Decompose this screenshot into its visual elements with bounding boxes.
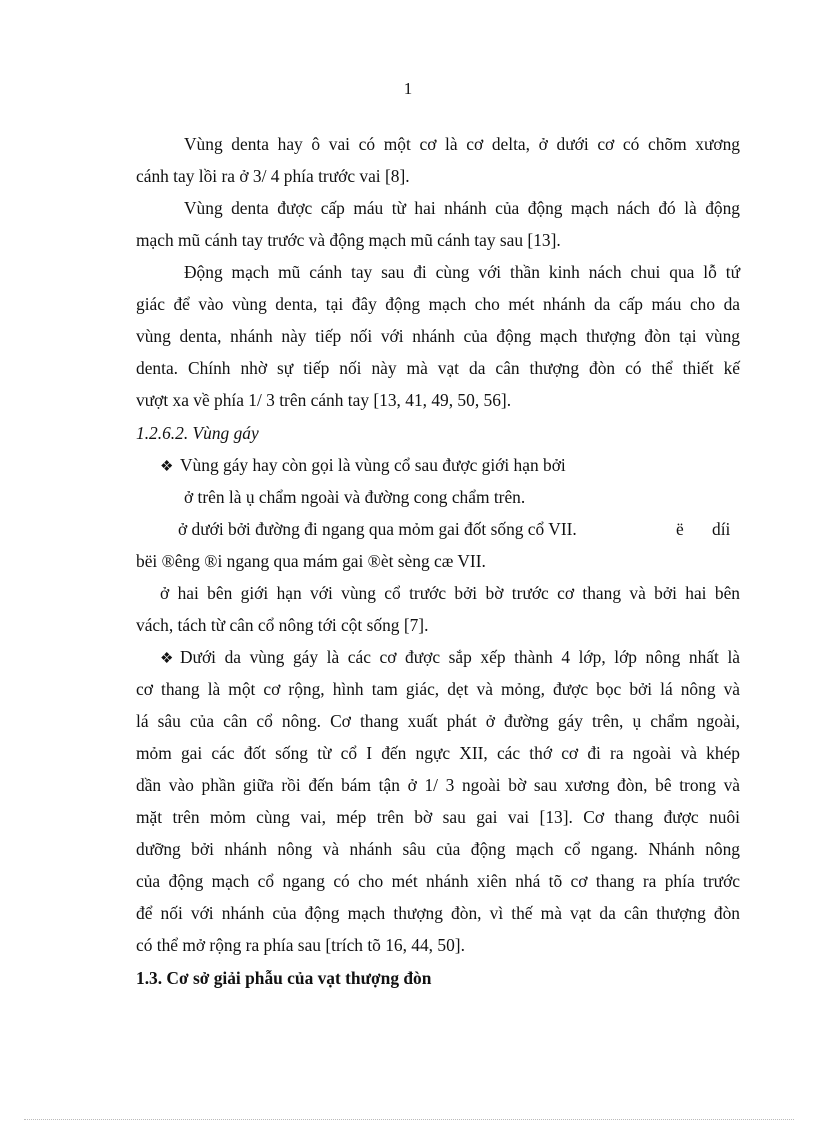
bullet-text: Vùng gáy hay còn gọi là vùng cổ sau được giới hạn bởi [180, 455, 566, 475]
diamond-bullet-icon: ❖ [160, 459, 174, 475]
paragraph-line: cánh tay lồi ra ở 3/ 4 phía trước vai [8]. [136, 166, 410, 186]
paragraph-line: vùng denta, nhánh này tiếp nối với nhánh của động mạch thượng đòn tại vùng [136, 326, 740, 346]
bullet-item [160, 455, 566, 477]
garbled-fragment: díi [712, 519, 731, 539]
paragraph-line: lá sâu của cân cổ nông. Cơ thang xuất phát ở đường gáy trên, ụ chẩm ngoài, [136, 711, 740, 731]
bullet-text: Dưới da vùng gáy là các cơ được sắp xếp thành 4 lớp, lớp nông nhất là [180, 647, 740, 667]
footer-divider [24, 1119, 794, 1120]
paragraph-line: mạch mũ cánh tay trước và động mạch mũ cánh tay sau [13]. [136, 230, 561, 250]
paragraph-line: ở hai bên giới hạn với vùng cổ trước bởi bờ trước cơ thang và bởi hai bên [160, 583, 740, 603]
paragraph-line: ở trên là ụ chẩm ngoài và đường cong chẩm trên. [184, 487, 526, 507]
bullet-item [160, 647, 740, 669]
paragraph-line: Động mạch mũ cánh tay sau đi cùng với thần kinh nách chui qua lỗ tứ [184, 262, 740, 282]
paragraph-line [178, 519, 577, 539]
paragraph-line: mỏm gai các đốt sống từ cổ I đến ngực XII, các thớ cơ đi ra ngoài và khép [136, 743, 740, 763]
paragraph-line: dưỡng bởi nhánh nông và nhánh sâu của động mạch cổ ngang. Nhánh nông [136, 839, 740, 859]
paragraph-line: vách, tách từ cân cổ nông tới cột sống [7]. [136, 615, 429, 635]
paragraph-line: vượt xa về phía 1/ 3 trên cánh tay [13, 41, 49, 50, 56]. [136, 390, 512, 410]
paragraph-line: mặt trên mỏm cùng vai, mép trên bờ sau gai vai [13]. Cơ thang được nuôi [136, 807, 740, 827]
garbled-line: bëi ®êng ®i ngang qua mám gai ®èt sèng cæ VII. [136, 551, 486, 571]
boundary-text: ở dưới bởi đường đi ngang qua mỏm gai đốt sống cổ VII. [178, 519, 577, 539]
paragraph-line: Vùng denta hay ô vai có một cơ là cơ delta, ở dưới cơ có chõm xương [184, 134, 740, 154]
paragraph-line: denta. Chính nhờ sự tiếp nối này mà vạt da cân thượng đòn có thể thiết kế [136, 358, 740, 378]
page-number: 1 [403, 79, 413, 98]
subsection-heading: 1.2.6.2. Vùng gáy [136, 423, 259, 443]
paragraph-line: giác để vào vùng denta, tại đây động mạch cho mét nhánh da cấp máu cho da [136, 294, 740, 314]
paragraph-line: của động mạch cổ ngang có cho mét nhánh xiên nhá tõ cơ thang ra phía trước [136, 871, 740, 891]
paragraph-line: Vùng denta được cấp máu từ hai nhánh của động mạch nách đó là động [184, 198, 740, 218]
paragraph-line: có thể mở rộng ra phía sau [trích tõ 16, 44, 50]. [136, 935, 465, 955]
diamond-bullet-icon: ❖ [160, 651, 174, 667]
garbled-fragment: ë [676, 519, 684, 539]
paragraph-line: để nối với nhánh của động mạch thượng đòn, vì thế mà vạt da cân thượng đòn [136, 903, 740, 923]
paragraph-line: cơ thang là một cơ rộng, hình tam giác, dẹt và mỏng, được bọc bởi lá nông và [136, 679, 740, 699]
paragraph-line: dần vào phần giữa rồi đến bám tận ở 1/ 3 ngoài bờ sau xương đòn, bê trong và [136, 775, 740, 795]
section-heading: 1.3. Cơ sở giải phẫu của vạt thượng đòn [136, 968, 432, 988]
